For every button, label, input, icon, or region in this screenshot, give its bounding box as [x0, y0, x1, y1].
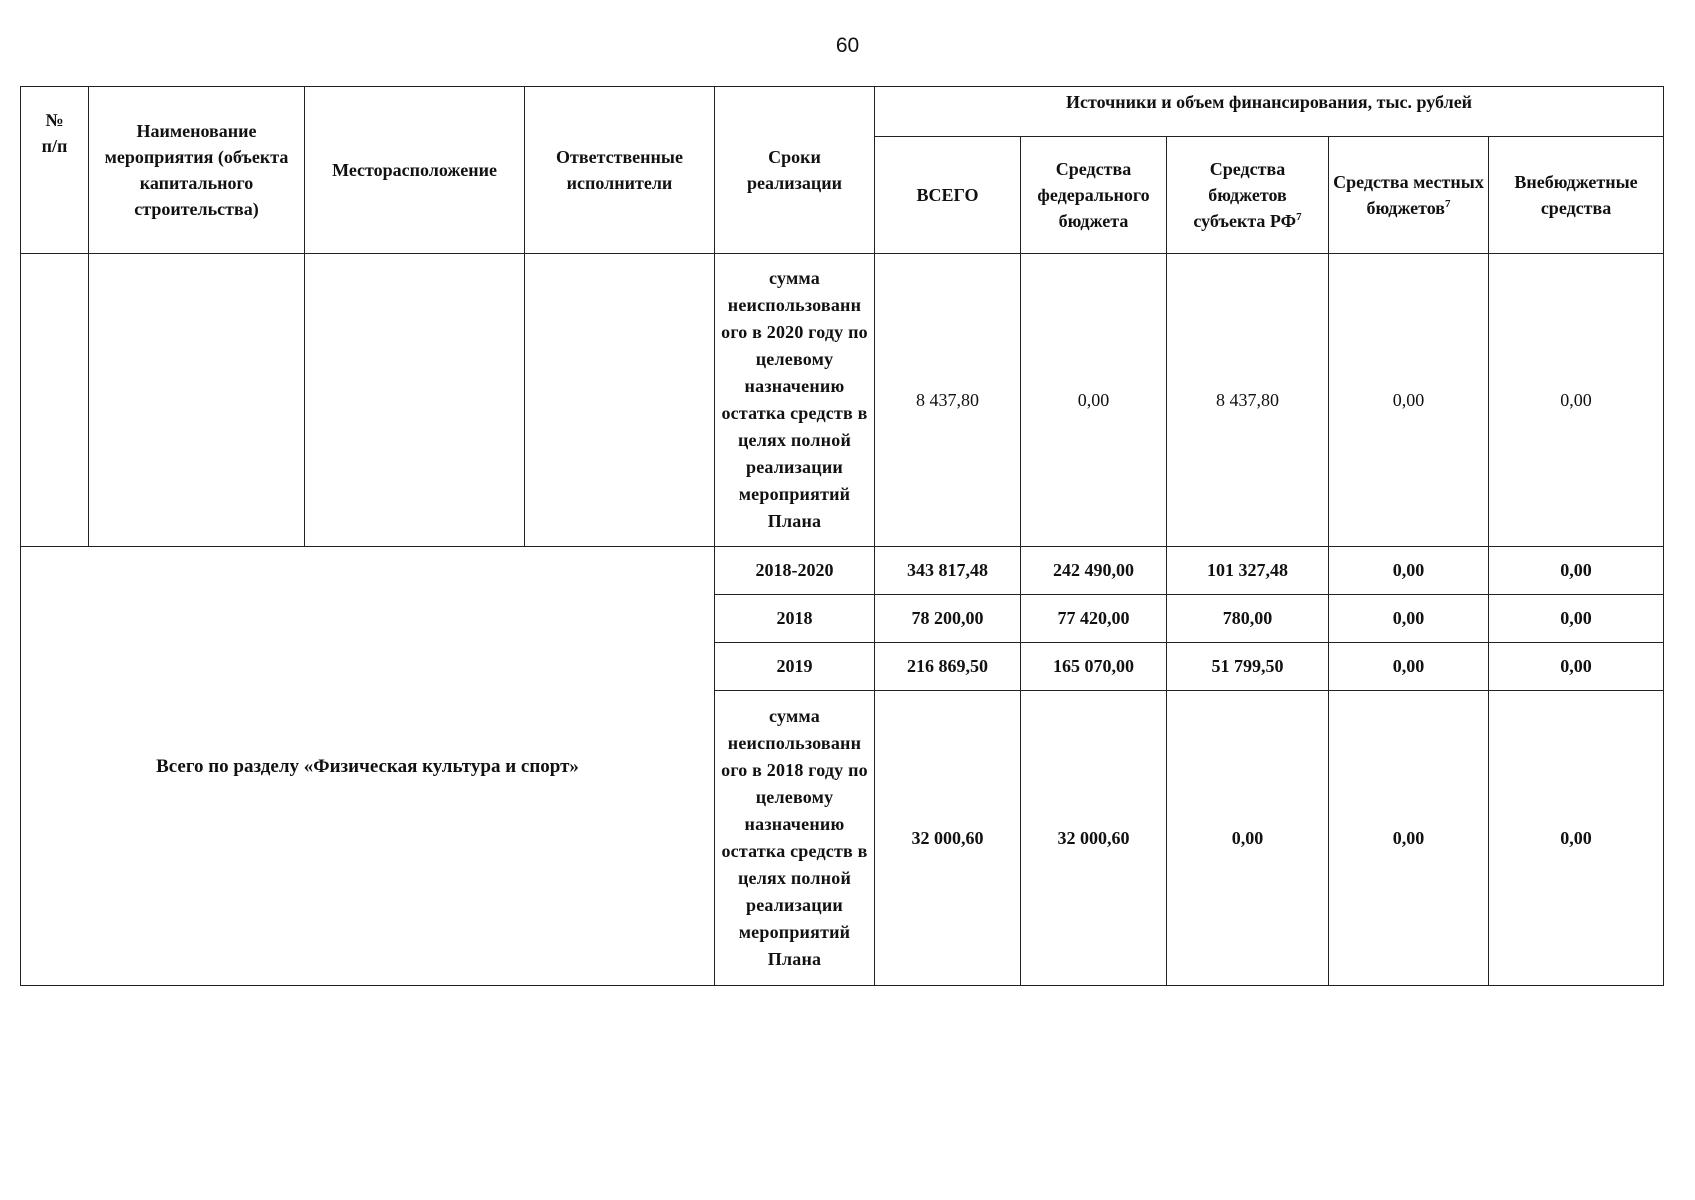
total-regional: 51 799,50	[1167, 643, 1329, 691]
cell-local: 0,00	[1329, 254, 1489, 547]
cell-federal: 0,00	[1021, 254, 1167, 547]
section-total-row	[21, 547, 1664, 595]
total-federal: 77 420,00	[1021, 595, 1167, 643]
total-extra: 0,00	[1489, 547, 1664, 595]
header-regional-footnote: 7	[1296, 211, 1302, 223]
header-local-footnote: 7	[1445, 198, 1451, 210]
total-federal: 165 070,00	[1021, 643, 1167, 691]
header-regional	[1167, 137, 1329, 254]
total-local: 0,00	[1329, 643, 1489, 691]
total-local: 0,00	[1329, 691, 1489, 986]
total-local: 0,00	[1329, 595, 1489, 643]
total-extra: 0,00	[1489, 595, 1664, 643]
table-row	[21, 254, 1664, 547]
header-num	[21, 87, 89, 254]
header-local	[1329, 137, 1489, 254]
section-total-label: Всего по разделу «Физическая культура и спорт»	[21, 547, 715, 986]
cell-responsible	[525, 254, 715, 547]
header-extra: Внебюджетные средства	[1489, 137, 1664, 254]
total-local: 0,00	[1329, 547, 1489, 595]
total-regional: 780,00	[1167, 595, 1329, 643]
cell-extra: 0,00	[1489, 254, 1664, 547]
header-row-1	[21, 87, 1664, 137]
header-location: Месторасположение	[305, 87, 525, 254]
header-name: Наименование мероприятия (объекта капитального строительства)	[89, 87, 305, 254]
header-federal: Средства федерального бюджета	[1021, 137, 1167, 254]
total-total: 78 200,00	[875, 595, 1021, 643]
cell-period: сумма неиспользованн ого в 2020 году по целевому назначению остатка средств в целях полной реализации мероприятий Плана	[715, 254, 875, 547]
total-federal: 242 490,00	[1021, 547, 1167, 595]
cell-regional: 8 437,80	[1167, 254, 1329, 547]
header-total: ВСЕГО	[875, 137, 1021, 254]
total-period: 2018-2020	[715, 547, 875, 595]
header-regional-label: Средства бюджетов субъекта РФ	[1193, 159, 1297, 231]
total-regional: 101 327,48	[1167, 547, 1329, 595]
header-period: Сроки реализации	[715, 87, 875, 254]
cell-location	[305, 254, 525, 547]
header-local-label: Средства местных бюджетов	[1333, 172, 1484, 218]
total-regional: 0,00	[1167, 691, 1329, 986]
total-total: 32 000,60	[875, 691, 1021, 986]
total-period: 2019	[715, 643, 875, 691]
total-total: 216 869,50	[875, 643, 1021, 691]
header-responsible: Ответственные исполнители	[525, 87, 715, 254]
page-number: 60	[835, 34, 860, 57]
header-num-label: № п/п	[41, 110, 68, 156]
cell-num	[21, 254, 89, 547]
cell-name	[89, 254, 305, 547]
total-extra: 0,00	[1489, 643, 1664, 691]
total-total: 343 817,48	[875, 547, 1021, 595]
total-period: сумма неиспользованн ого в 2018 году по целевому назначению остатка средств в целях полной реализации мероприятий Плана	[715, 691, 875, 986]
total-federal: 32 000,60	[1021, 691, 1167, 986]
total-extra: 0,00	[1489, 691, 1664, 986]
financing-table	[20, 86, 1664, 986]
total-period: 2018	[715, 595, 875, 643]
header-sources-group: Источники и объем финансирования, тыс. рублей	[875, 87, 1664, 137]
cell-total: 8 437,80	[875, 254, 1021, 547]
